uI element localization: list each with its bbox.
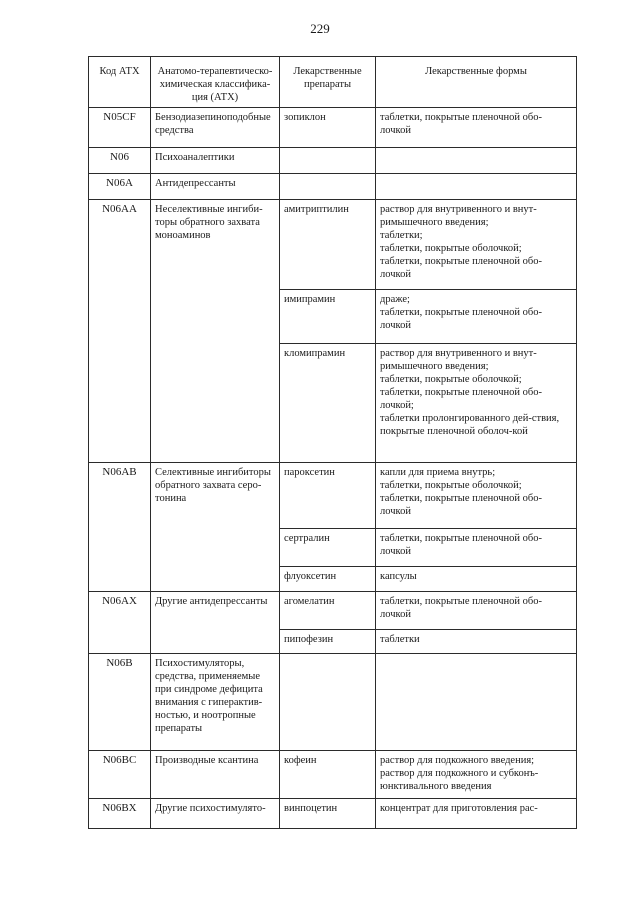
drug-name: зопиклон: [280, 108, 376, 148]
atx-classification: Антидепрессанты: [151, 174, 280, 200]
form-line: таблетки, покрытые пленочной обо-лочкой: [380, 112, 542, 136]
drug-forms: [376, 529, 577, 567]
drug-name: кломипрамин: [280, 344, 376, 463]
drug-forms: [376, 799, 577, 829]
atx-classification: Неселективные ингиби-торы обратного захвата моноаминов: [151, 200, 280, 463]
drug-forms: [376, 344, 577, 463]
atx-code: N06AA: [89, 200, 151, 463]
form-line: таблетки;: [380, 230, 423, 241]
atx-classification: Другие антидепрессанты: [151, 592, 280, 654]
drug-forms: [376, 174, 577, 200]
form-line: таблетки пролонгированного дей-ствия, покрытые пленочной оболоч-кой: [380, 413, 560, 437]
form-line: раствор для внутривенного и внут-римышечного введения;: [380, 348, 537, 372]
drug-name: [280, 654, 376, 751]
form-line: раствор для подкожного и субконъ-юнктивального введения: [380, 768, 539, 792]
drug-forms: [376, 200, 577, 290]
form-line: драже;: [380, 294, 410, 305]
table-row: [89, 592, 577, 630]
form-line: таблетки, покрытые пленочной обо-лочкой: [380, 256, 542, 280]
atx-code: N06A: [89, 174, 151, 200]
atx-code: N06BC: [89, 751, 151, 799]
header-code: Код АТХ: [89, 57, 151, 108]
drug-name: винпоцетин: [280, 799, 376, 829]
table-row: [89, 174, 577, 200]
header-forms: Лекарственные формы: [376, 57, 577, 108]
drug-name: кофеин: [280, 751, 376, 799]
atx-code: N06AX: [89, 592, 151, 654]
atx-code: N06AB: [89, 463, 151, 592]
table-row: [89, 108, 577, 148]
drug-forms: [376, 108, 577, 148]
form-line: раствор для внутривенного и внут-римышечного введения;: [380, 204, 537, 228]
drug-forms: [376, 463, 577, 529]
form-line: капли для приема внутрь;: [380, 467, 496, 478]
drug-name: [280, 174, 376, 200]
atx-code: N06BX: [89, 799, 151, 829]
atx-classification: Производные ксантина: [151, 751, 280, 799]
atx-code: N05CF: [89, 108, 151, 148]
drug-forms: [376, 567, 577, 592]
form-line: таблетки: [380, 634, 420, 645]
atx-classification: Селективные ингибиторы обратного захвата серо-тонина: [151, 463, 280, 592]
drug-forms: [376, 592, 577, 630]
table-header-row: [89, 57, 577, 108]
drug-name: агомелатин: [280, 592, 376, 630]
atx-classification: Психостимуляторы, средства, применяемые при синдроме дефицита внимания с гиперактив-ностью, и ноотропные препараты: [151, 654, 280, 751]
form-line: таблетки, покрытые пленочной обо-лочкой: [380, 533, 542, 557]
atx-classification: Другие психостимулято-: [151, 799, 280, 829]
drug-name: амитриптилин: [280, 200, 376, 290]
drug-forms: [376, 290, 577, 344]
table-row: [89, 654, 577, 751]
form-line: таблетки, покрытые пленочной обо-лочкой: [380, 596, 542, 620]
drug-name: флуоксетин: [280, 567, 376, 592]
drug-name: [280, 148, 376, 174]
form-line: таблетки, покрытые оболочкой;: [380, 374, 522, 385]
atx-table: [88, 56, 577, 829]
drug-forms: [376, 148, 577, 174]
table-row: [89, 200, 577, 290]
header-drugs: Лекарственные препараты: [280, 57, 376, 108]
page-number: 229: [310, 21, 330, 36]
drug-forms: [376, 654, 577, 751]
form-line: таблетки, покрытые пленочной обо-лочкой: [380, 307, 542, 331]
drug-name: пипофезин: [280, 630, 376, 654]
table-row: [89, 148, 577, 174]
form-line: концентрат для приготовления рас-: [380, 803, 538, 814]
form-line: раствор для подкожного введения;: [380, 755, 535, 766]
atx-code: N06B: [89, 654, 151, 751]
atx-code: N06: [89, 148, 151, 174]
form-line: таблетки, покрытые оболочкой;: [380, 480, 522, 491]
drug-name: имипрамин: [280, 290, 376, 344]
form-line: таблетки, покрытые пленочной обо-лочкой;: [380, 387, 542, 411]
form-line: таблетки, покрытые оболочкой;: [380, 243, 522, 254]
table-row: [89, 463, 577, 529]
table-row: [89, 751, 577, 799]
drug-forms: [376, 630, 577, 654]
table-row: [89, 799, 577, 829]
header-classification: Анатомо-терапевтическо-химическая классифика-ция (АТХ): [151, 57, 280, 108]
atx-classification: Бензодиазепиноподобные средства: [151, 108, 280, 148]
drug-name: пароксетин: [280, 463, 376, 529]
atx-classification: Психоаналептики: [151, 148, 280, 174]
form-line: капсулы: [380, 571, 417, 582]
drug-name: сертралин: [280, 529, 376, 567]
form-line: таблетки, покрытые пленочной обо-лочкой: [380, 493, 542, 517]
drug-forms: [376, 751, 577, 799]
